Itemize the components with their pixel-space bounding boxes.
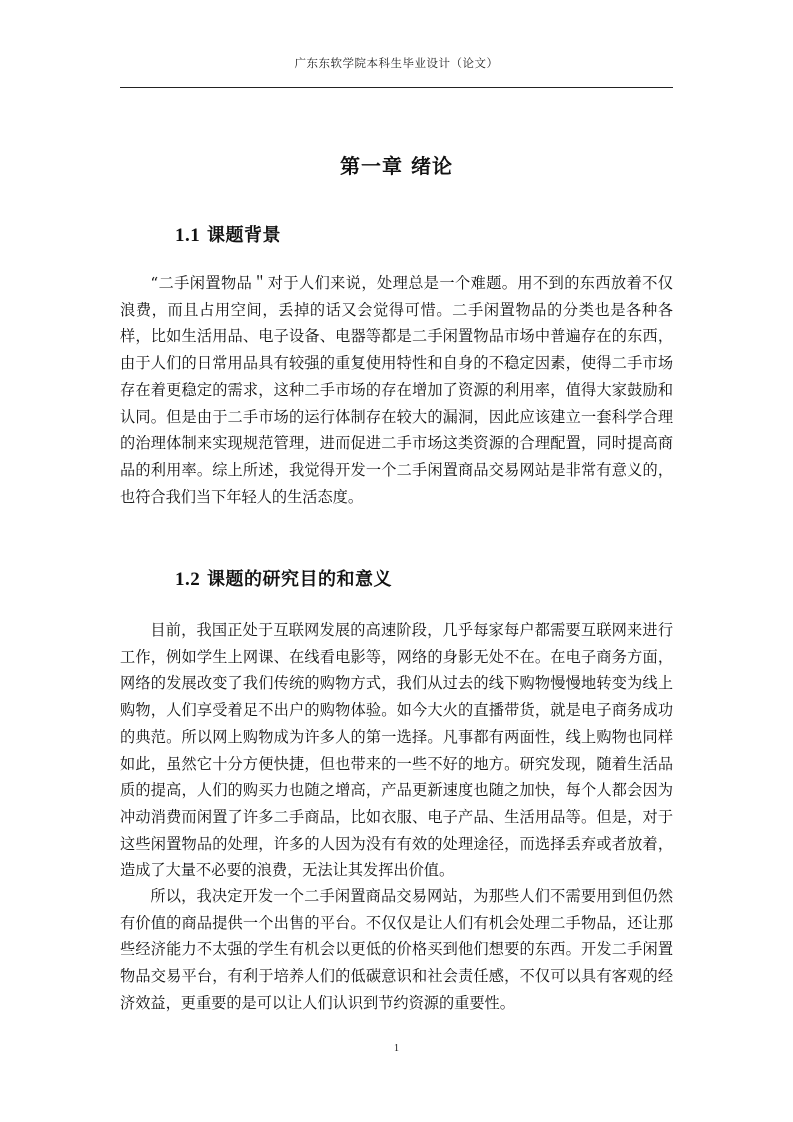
page-number: 1 bbox=[394, 1043, 399, 1054]
section-title: 课题的研究目的和意义 bbox=[207, 569, 393, 590]
paragraph-significance: 所以，我决定开发一个二手闲置商品交易网站，为那些人们不需要用到但仍然有价值的商品提供一个出售的平台。不仅仅是让人们有机会处理二手物品，还让那些经济能力不太强的学生有机会以更低的价格买到他们想要的东西。开发二手闲置物品交易平台，有利于培养人们的低碳意识和社会责任感，不仅可以具有客观的经济效益，更重要的是可以让人们认识到节约资源的重要性。 bbox=[120, 887, 673, 1012]
running-header: 广东东软学院本科生毕业设计（论文） bbox=[294, 56, 499, 70]
paragraph-background: “二手闲置物品＂对于人们来说，处理总是一个难题。用不到的东西放着不仅浪费，而且占用空间，丢掉的话又会觉得可惜。二手闲置物品的分类也是各种各样，比如生活用品、电子设备、电器等都是二手闲置物品市场中普遍存在的东西，由于人们的日常用品具有较强的重复使用特性和自身的不稳定因素，使得二手市场存在着更稳定的需求，这种二手市场的存在增加了资源的利用率，值得大家鼓励和认同。但是由于二手市场的运行体制存在较大的漏洞，因此应该建立一套科学合理的治理体制来实现规范管理，进而促进二手市场这类资源的合理配置，同时提高商品的利用率。综上所述，我觉得开发一个二手闲置商品交易网站是非常有意义的，也符合我们当下年轻人的生活态度。 bbox=[120, 274, 673, 506]
section-number: 1.1 bbox=[175, 225, 201, 246]
section-heading-1-1 bbox=[175, 221, 281, 247]
section-number: 1.2 bbox=[175, 569, 201, 590]
paragraph-purpose: 目前，我国正处于互联网发展的高速阶段，几乎每家每户都需要互联网来进行工作，例如学生上网课、在线看电影等，网络的身影无处不在。在电子商务方面，网络的发展改变了我们传统的购物方式，我们从过去的线下购物慢慢地转变为线上购物，人们享受着足不出户的购物体验。如今大火的直播带货，就是电子商务成功的典范。所以网上购物成为许多人的第一选择。凡事都有两面性，线上购物也同样如此，虽然它十分方便快捷，但也带来的一些不好的地方。研究发现，随着生活品质的提高，人们的购买力也随之增高，产品更新速度也随之加快，每个人都会因为冲动消费而闲置了许多二手商品，比如衣服、电子产品、生活用品等。但是，对于这些闲置物品的处理，许多的人因为没有有效的处理途径，而选择丢弃或者放着，造成了大量不必要的浪费，无法让其发挥出价值。 bbox=[120, 621, 673, 880]
section-title: 课题背景 bbox=[207, 225, 282, 246]
section-heading-1-2 bbox=[175, 565, 392, 591]
chapter-title: 第一章 绪论 bbox=[340, 154, 453, 178]
header-rule bbox=[120, 87, 673, 88]
